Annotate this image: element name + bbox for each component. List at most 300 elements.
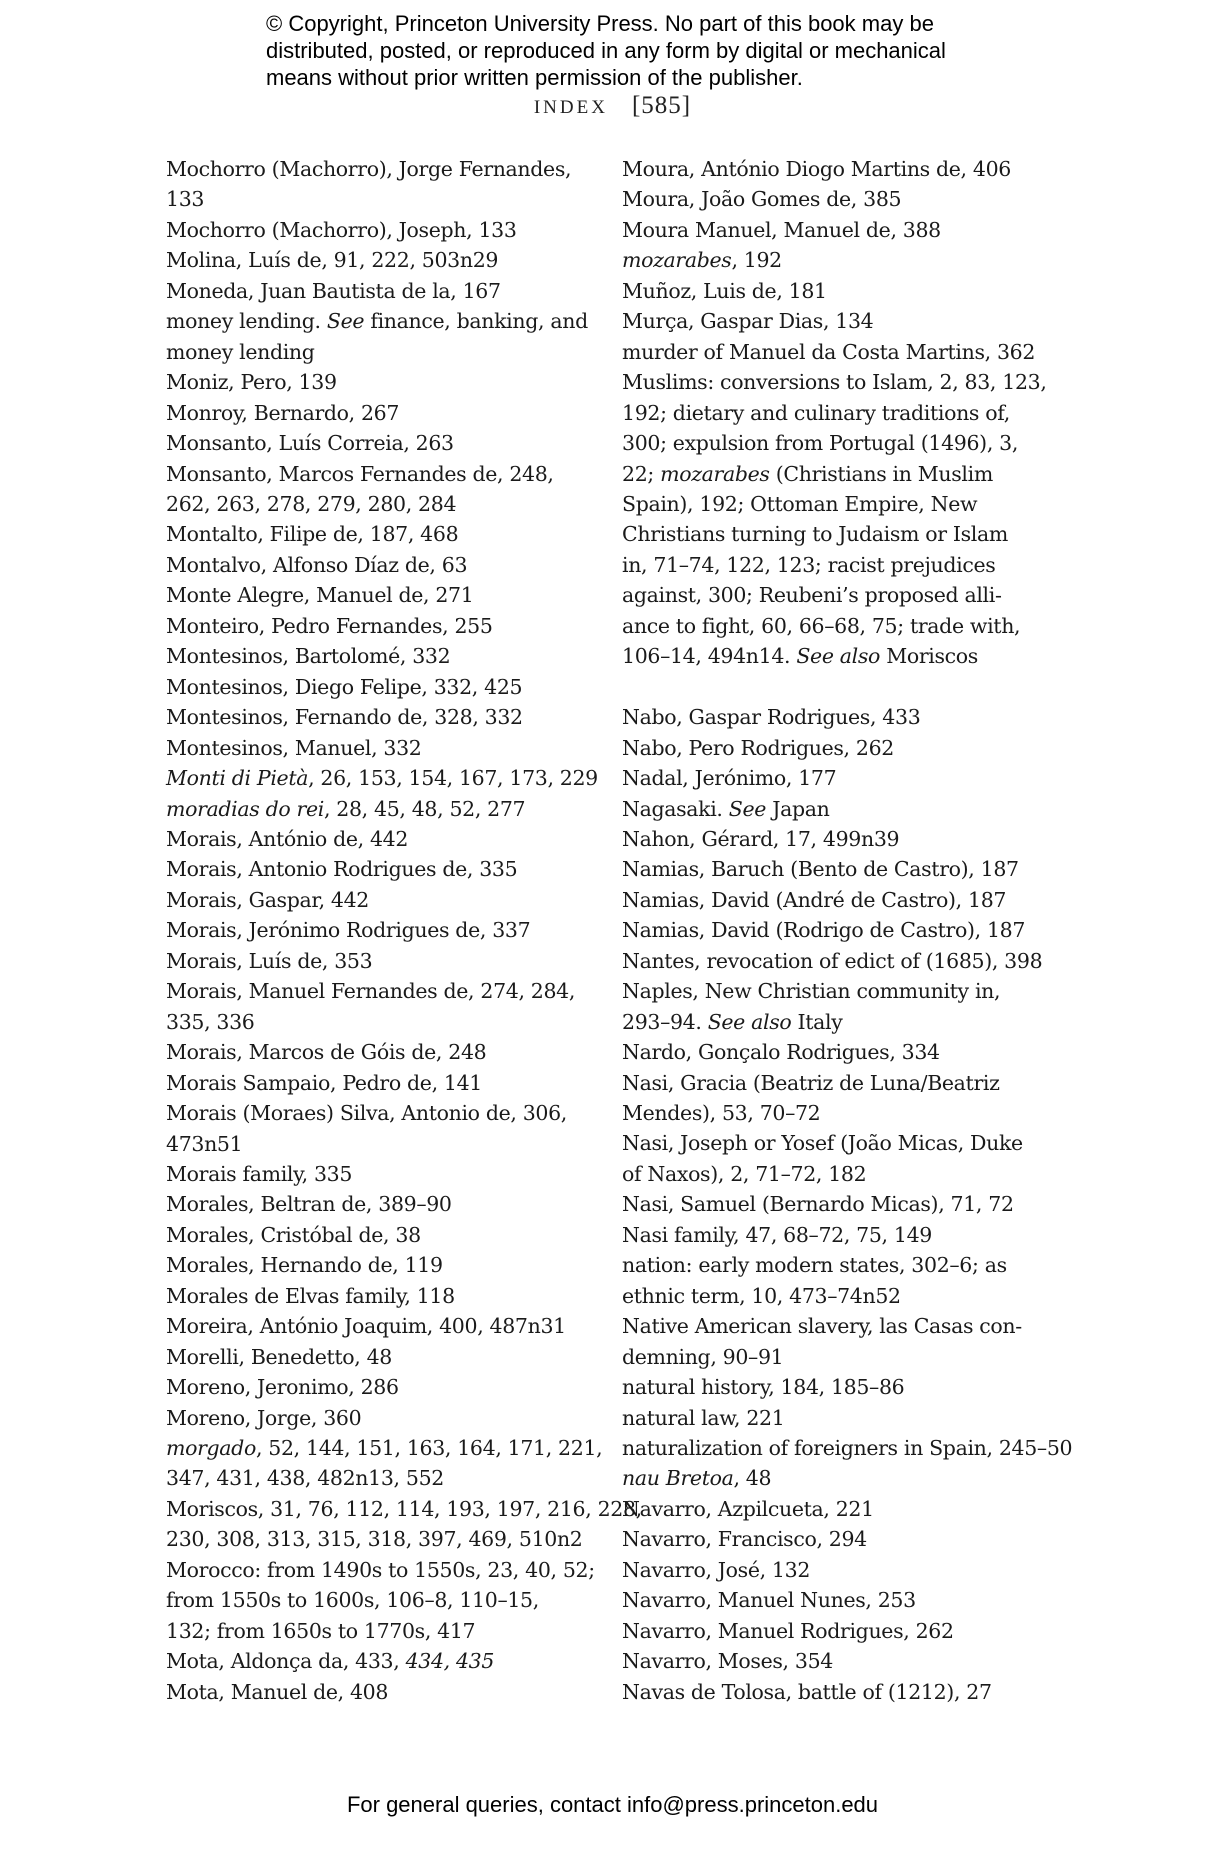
index-entry — [622, 1037, 1062, 1067]
index-entry-line — [622, 1588, 916, 1612]
entry-text: Mochorro (Machorro), Joseph, 133 — [166, 217, 517, 242]
section-title: INDEX — [533, 97, 608, 118]
entry-text: murder of Manuel da Costa Martins, 362 — [622, 339, 1036, 364]
entry-text: 300; expulsion from Portugal (1496), 3, — [622, 431, 1019, 456]
index-entry — [166, 459, 586, 520]
entry-text: Nasi family, 47, 68–72, 75, 149 — [622, 1222, 932, 1247]
entry-text: Navarro, Moses, 354 — [622, 1649, 833, 1674]
index-entry-line — [166, 1223, 421, 1247]
entry-text: Molina, Luís de, 91, 222, 503n29 — [166, 248, 499, 273]
entry-text: money lending — [166, 339, 315, 364]
index-entry-line — [622, 1314, 1022, 1338]
index-entry-line — [622, 1436, 1072, 1460]
index-entry — [622, 733, 1062, 763]
index-entry — [622, 946, 1062, 976]
index-entry-line — [166, 1284, 455, 1308]
index-entry — [166, 398, 586, 428]
index-entry-line — [622, 489, 1062, 519]
italic-text: nau Bretoa — [622, 1466, 734, 1491]
index-entry — [622, 1555, 1062, 1585]
index-entry-line — [622, 1071, 1000, 1095]
entry-text: against, 300; Reubeni’s proposed alli- — [622, 583, 1002, 608]
entry-text: ance to fight, 60, 66–68, 75; trade with, — [622, 613, 1021, 638]
index-entry — [166, 276, 586, 306]
index-entry — [166, 733, 586, 763]
entry-text: 22; — [622, 461, 661, 486]
entry-text: , 52, 144, 151, 163, 164, 171, 221, — [255, 1436, 603, 1461]
index-entry — [622, 1068, 1062, 1129]
index-entry — [622, 1524, 1062, 1554]
index-entry-line — [166, 1314, 566, 1338]
entry-text: Nagasaki. — [622, 796, 729, 821]
entry-text: Moura, João Gomes de, 385 — [622, 187, 902, 212]
index-entry-line — [166, 705, 523, 729]
index-entry — [622, 1250, 1062, 1311]
index-entry — [166, 1037, 586, 1067]
entry-text: Spain), 192; Ottoman Empire, New — [622, 491, 978, 516]
index-entry — [166, 672, 586, 702]
index-entry-line — [166, 1345, 392, 1369]
index-entry-line — [166, 462, 554, 486]
index-entry-line — [166, 736, 422, 760]
index-entry-line — [166, 918, 530, 942]
index-entry-line — [166, 766, 598, 790]
index-entry-line — [622, 1223, 932, 1247]
entry-text: , 26, 153, 154, 167, 173, 229 — [308, 766, 598, 791]
index-entry — [166, 794, 586, 824]
index-entry — [166, 641, 586, 671]
index-entry-line — [622, 1192, 1014, 1216]
index-entry — [166, 580, 586, 610]
page-number: [585] — [631, 92, 692, 119]
index-entry — [166, 854, 586, 884]
index-entry-line — [622, 187, 901, 211]
index-entry — [622, 824, 1062, 854]
index-column-right — [622, 154, 1073, 1707]
entry-text: Moura, António Diogo Martins de, 406 — [622, 157, 1011, 181]
index-entry-line — [166, 1497, 642, 1521]
entry-text: Morais, Antonio Rodrigues de, 335 — [166, 857, 518, 882]
index-entry — [166, 1159, 586, 1189]
index-entry — [166, 976, 586, 1037]
index-entry-line — [622, 1040, 940, 1064]
index-entry — [166, 1433, 603, 1494]
index-entry-line — [622, 611, 1062, 641]
copyright-notice — [266, 10, 1026, 91]
index-entry — [166, 611, 586, 641]
index-entry — [166, 1372, 586, 1402]
index-entry — [166, 306, 586, 367]
index-entry-line — [166, 1007, 586, 1037]
entry-text: 192; dietary and culinary traditions of, — [622, 400, 1010, 425]
italic-text: See — [326, 309, 365, 334]
index-entry-line — [166, 888, 369, 912]
index-entry — [622, 915, 1062, 945]
index-entry — [166, 1646, 586, 1676]
index-entry-line — [166, 675, 522, 699]
entry-text: Mendes), 53, 70–72 — [622, 1101, 821, 1126]
index-entry — [622, 154, 1062, 184]
index-entry-line — [166, 614, 493, 638]
entry-text: Namias, David (Rodrigo de Castro), 187 — [622, 918, 1026, 943]
index-entry-line — [166, 644, 450, 668]
index-column-left — [166, 154, 642, 1707]
entry-text: Morelli, Benedetto, 48 — [166, 1344, 392, 1369]
index-entry — [622, 976, 1062, 1037]
index-entry-line — [166, 1524, 586, 1554]
index-entry-line — [166, 1192, 452, 1216]
index-entry-line — [622, 1131, 1023, 1155]
index-entry — [622, 306, 1062, 336]
index-entry-line — [166, 979, 575, 1003]
entry-text: natural history, 184, 185–86 — [622, 1375, 905, 1400]
entry-text: 262, 263, 278, 279, 280, 284 — [166, 491, 457, 516]
entry-text: of Naxos), 2, 71–72, 182 — [622, 1161, 867, 1186]
entry-text: Mota, Aldonça da, 433, — [166, 1649, 406, 1674]
entry-text: Muñoz, Luis de, 181 — [622, 278, 827, 303]
index-entry — [166, 946, 586, 976]
index-entry — [622, 885, 1062, 915]
index-entry-line — [622, 1680, 992, 1704]
index-entry — [166, 245, 586, 275]
entry-text: Montesinos, Bartolomé, 332 — [166, 644, 451, 669]
entry-text: Nadal, Jerónimo, 177 — [622, 766, 837, 791]
entry-text: 230, 308, 313, 315, 318, 397, 469, 510n2 — [166, 1527, 583, 1552]
index-entry — [622, 184, 1062, 214]
entry-text: Muslims: conversions to Islam, 2, 83, 123, — [622, 370, 1047, 395]
index-entry-line — [166, 949, 372, 973]
index-entry — [166, 915, 586, 945]
index-entry-line — [166, 857, 517, 881]
entry-text: Moriscos, 31, 76, 112, 114, 193, 197, 216, 228, — [166, 1496, 642, 1521]
copyright-line: © Copyright, Princeton University Press. No part of this book may be — [266, 11, 934, 36]
index-entry — [166, 1311, 586, 1341]
entry-text: Murça, Gaspar Dias, 134 — [622, 309, 874, 334]
index-entry-line — [166, 1162, 352, 1186]
entry-text: Naples, New Christian community in, — [622, 979, 1001, 1004]
italic-text: See also — [707, 1009, 792, 1034]
entry-text: Mota, Manuel de, 408 — [166, 1679, 389, 1704]
entry-text: 335, 336 — [166, 1009, 255, 1034]
index-entry-line — [622, 736, 894, 760]
index-entry-line — [166, 1406, 361, 1430]
entry-text: Mochorro (Machorro), Jorge Fernandes, — [166, 157, 572, 181]
index-entry-line — [622, 1558, 810, 1582]
index-entry — [166, 702, 586, 732]
index-entry — [622, 1646, 1062, 1676]
index-entry — [166, 428, 586, 458]
entry-text: 473n51 — [166, 1131, 243, 1156]
index-entry — [166, 367, 586, 397]
entry-text: Nardo, Gonçalo Rodrigues, 334 — [622, 1040, 940, 1065]
index-entry-line — [166, 1558, 595, 1582]
index-entry-line — [166, 279, 501, 303]
index-entry — [622, 1220, 1062, 1250]
index-entry — [166, 1220, 586, 1250]
entry-text: Monteiro, Pedro Fernandes, 255 — [166, 613, 493, 638]
entry-text: Nabo, Pero Rodrigues, 262 — [622, 735, 894, 760]
index-entry — [166, 1677, 586, 1707]
entry-text: Navas de Tolosa, battle of (1212), 27 — [622, 1679, 992, 1704]
index-entry-line — [622, 1406, 784, 1430]
italic-text: moradias do rei — [166, 796, 324, 821]
entry-text: Moniz, Pero, 139 — [166, 370, 337, 395]
entry-text: 347, 431, 438, 482n13, 552 — [166, 1466, 444, 1491]
index-entry-line — [622, 157, 1011, 181]
index-entry — [166, 824, 586, 854]
index-entry — [622, 1128, 1062, 1189]
copyright-line: means without prior written permission of the publisher. — [266, 65, 803, 90]
index-entry — [622, 1372, 1062, 1402]
index-entry-line — [622, 705, 920, 729]
entry-text: Morais family, 335 — [166, 1161, 353, 1186]
index-entry-line — [622, 979, 1000, 1003]
entry-text: Montalto, Filipe de, 187, 468 — [166, 522, 459, 547]
entry-text: Monroy, Bernardo, 267 — [166, 400, 400, 425]
italic-text: 434, 435 — [405, 1649, 495, 1674]
entry-text: ethnic term, 10, 473–74n52 — [622, 1283, 901, 1308]
index-entry-line — [622, 1375, 904, 1399]
index-entry-line — [622, 1466, 771, 1490]
index-entry — [166, 1342, 586, 1372]
italic-text: mozarabes — [660, 461, 770, 486]
index-entry-line — [622, 519, 1062, 549]
entry-text: Morais, Manuel Fernandes de, 274, 284, — [166, 979, 576, 1004]
index-entry-line — [166, 248, 498, 272]
entry-text: Moreno, Jorge, 360 — [166, 1405, 362, 1430]
index-entry-line — [622, 1497, 874, 1521]
index-entry — [166, 154, 586, 215]
index-entry-line — [166, 218, 517, 242]
index-entry — [622, 245, 1062, 275]
entry-text: Nabo, Gaspar Rodrigues, 433 — [622, 705, 921, 730]
entry-text: Morales de Elvas family, 118 — [166, 1283, 455, 1308]
index-entry — [166, 1068, 586, 1098]
entry-text: Moreno, Jeronimo, 286 — [166, 1375, 399, 1400]
index-entry-line — [166, 797, 525, 821]
entry-text: Moneda, Juan Bautista de la, 167 — [166, 278, 501, 303]
index-entry-line — [166, 309, 588, 333]
index-entry-line — [166, 1585, 586, 1615]
index-entry — [622, 1433, 1073, 1463]
entry-text: Montesinos, Fernando de, 328, 332 — [166, 705, 523, 730]
entry-text: Morais (Moraes) Silva, Antonio de, 306, — [166, 1101, 567, 1126]
index-entry — [166, 763, 598, 793]
index-entry-line — [622, 1527, 867, 1551]
index-entry-line — [622, 1253, 1007, 1277]
index-entry-line — [622, 1159, 1062, 1189]
index-entry-line — [622, 218, 941, 242]
index-entry — [166, 519, 586, 549]
index-entry — [622, 1585, 1062, 1615]
index-entry-line — [622, 279, 827, 303]
index-entry-line — [622, 309, 873, 333]
entry-text: Navarro, Azpilcueta, 221 — [622, 1496, 874, 1521]
entry-text: Navarro, Manuel Nunes, 253 — [622, 1588, 916, 1613]
index-entry-line — [166, 1253, 443, 1277]
index-entry — [622, 337, 1062, 367]
entry-text: Nasi, Joseph or Yosef (João Micas, Duke — [622, 1131, 1023, 1156]
index-entry-line — [166, 1129, 586, 1159]
index-entry — [622, 215, 1062, 245]
copyright-line: distributed, posted, or reproduced in any form by digital or mechanical — [266, 38, 946, 63]
index-entry-line — [622, 949, 1042, 973]
index-entry-line — [622, 398, 1062, 428]
entry-text: Morais, Jerónimo Rodrigues de, 337 — [166, 918, 531, 943]
index-entry-line — [622, 580, 1062, 610]
index-entry-line — [166, 1649, 494, 1673]
index-entry-line — [166, 553, 467, 577]
index-entry-line — [166, 1436, 602, 1460]
index-entry — [166, 1189, 586, 1219]
entry-text: Navarro, Francisco, 294 — [622, 1527, 867, 1552]
index-entry — [166, 1555, 595, 1646]
index-entry — [622, 854, 1062, 884]
entry-text: Christians turning to Judaism or Islam — [622, 522, 1008, 547]
index-entry — [622, 1616, 1062, 1646]
italic-text: See also — [796, 644, 881, 669]
running-head — [0, 92, 1225, 120]
entry-text: , 28, 45, 48, 52, 277 — [323, 796, 526, 821]
entry-text: , 192 — [731, 248, 782, 273]
index-entry-line — [166, 401, 399, 425]
footer-contact: For general queries, contact info@press.princeton.edu — [346, 1792, 879, 1817]
entry-text: Nantes, revocation of edict of (1685), 398 — [622, 948, 1043, 973]
index-entry-line — [166, 1071, 482, 1095]
italic-text: morgado — [166, 1436, 256, 1461]
index-entry-line — [622, 340, 1035, 364]
index-entry-line — [622, 248, 782, 272]
index-entry-line — [622, 428, 1062, 458]
index-entry-line — [166, 337, 586, 367]
entry-text: Morais, Marcos de Góis de, 248 — [166, 1040, 487, 1065]
index-entry-line — [166, 1375, 399, 1399]
entry-text: in, 71–74, 122, 123; racist prejudices — [622, 552, 996, 577]
index-entry-line — [622, 1649, 833, 1673]
entry-text: Morocco: from 1490s to 1550s, 23, 40, 52; — [166, 1557, 595, 1582]
entry-text: 133 — [166, 187, 205, 212]
entry-text: Monsanto, Marcos Fernandes de, 248, — [166, 461, 554, 486]
entry-text: Montesinos, Manuel, 332 — [166, 735, 422, 760]
entry-text: 132; from 1650s to 1770s, 417 — [166, 1618, 476, 1643]
index-entry — [622, 276, 1062, 306]
index-entry — [622, 702, 1062, 732]
index-entry — [622, 1677, 1062, 1707]
index-entry-line — [622, 766, 836, 790]
index-entry-line — [622, 918, 1025, 942]
entry-text: Moura Manuel, Manuel de, 388 — [622, 217, 941, 242]
entry-text: Montesinos, Diego Felipe, 332, 425 — [166, 674, 523, 699]
index-entry-line — [622, 459, 1062, 489]
index-entry — [622, 1494, 1062, 1524]
index-entry-line — [622, 1281, 1062, 1311]
letter-section-gap — [622, 672, 1062, 702]
index-entry-line — [622, 827, 899, 851]
entry-text: demning, 90–91 — [622, 1344, 784, 1369]
index-entry — [166, 550, 586, 580]
entry-text: 293–94. — [622, 1009, 708, 1034]
index-entry — [622, 794, 1062, 824]
entry-text: Morais, Luís de, 353 — [166, 948, 373, 973]
index-entry — [622, 367, 1062, 672]
entry-text: Nasi, Gracia (Beatriz de Luna/Beatriz — [622, 1070, 1000, 1095]
index-entry-line — [166, 1040, 486, 1064]
index-entry — [166, 1403, 586, 1433]
entry-text: Namias, Baruch (Bento de Castro), 187 — [622, 857, 1019, 882]
entry-text: 106–14, 494n14. — [622, 644, 797, 669]
entry-text: (Christians in Muslim — [769, 461, 993, 486]
index-entry-line — [166, 583, 473, 607]
index-entry-line — [166, 1680, 388, 1704]
entry-text: Morales, Cristóbal de, 38 — [166, 1222, 421, 1247]
index-entry-line — [166, 489, 586, 519]
index-entry-line — [166, 522, 458, 546]
index-entry-line — [166, 157, 571, 181]
index-entry-line — [166, 1616, 586, 1646]
entry-text: Morales, Hernando de, 119 — [166, 1253, 443, 1278]
entry-text: Moreira, António Joaquim, 400, 487n31 — [166, 1314, 566, 1339]
italic-text: mozarabes — [622, 248, 732, 273]
entry-text: Monte Alegre, Manuel de, 271 — [166, 583, 474, 608]
entry-text: nation: early modern states, 302–6; as — [622, 1253, 1007, 1278]
index-entry — [166, 885, 586, 915]
entry-text: from 1550s to 1600s, 106–8, 110–15, — [166, 1588, 539, 1613]
index-entry — [622, 1463, 1062, 1493]
entry-text: naturalization of foreigners in Spain, 245–50 — [622, 1436, 1073, 1461]
entry-text: Native American slavery, las Casas con- — [622, 1314, 1022, 1339]
entry-text: Monsanto, Luís Correia, 263 — [166, 431, 454, 456]
index-entry-line — [622, 550, 1062, 580]
index-entry-line — [166, 1101, 567, 1125]
entry-text: Morais, António de, 442 — [166, 826, 409, 851]
index-entry-line — [166, 1463, 586, 1493]
entry-text: Morais, Gaspar, 442 — [166, 887, 369, 912]
index-entry-line — [622, 1619, 954, 1643]
entry-text: Japan — [766, 796, 830, 821]
entry-text: Italy — [791, 1009, 843, 1034]
index-entry — [166, 1098, 586, 1159]
index-entry-line — [622, 1342, 1062, 1372]
index-entry — [622, 1403, 1062, 1433]
index-entry — [166, 1281, 586, 1311]
index-entry — [622, 763, 1062, 793]
index-entry-line — [166, 827, 408, 851]
index-entry-line — [166, 184, 586, 214]
entry-text: Montalvo, Alfonso Díaz de, 63 — [166, 552, 468, 577]
entry-text: finance, banking, and — [364, 309, 588, 334]
entry-text: Morais Sampaio, Pedro de, 141 — [166, 1070, 482, 1095]
entry-text: Navarro, José, 132 — [622, 1557, 811, 1582]
entry-text: money lending. — [166, 309, 327, 334]
entry-text: Moriscos — [880, 644, 978, 669]
italic-text: See — [728, 796, 767, 821]
index-entry-line — [622, 1007, 1062, 1037]
index-entry-line — [622, 1098, 1062, 1128]
index-entry — [622, 1311, 1062, 1372]
index-entry-line — [622, 797, 829, 821]
entry-text: Navarro, Manuel Rodrigues, 262 — [622, 1618, 954, 1643]
entry-text: natural law, 221 — [622, 1405, 785, 1430]
index-entry — [166, 1250, 586, 1280]
index-entry-line — [622, 857, 1019, 881]
index-entry — [622, 1189, 1062, 1219]
entry-text: , 48 — [733, 1466, 772, 1491]
entry-text: Nasi, Samuel (Bernardo Micas), 71, 72 — [622, 1192, 1014, 1217]
entry-text: Namias, David (André de Castro), 187 — [622, 887, 1007, 912]
index-entry — [166, 215, 586, 245]
index-entry-line — [166, 431, 454, 455]
index-entry — [166, 1494, 642, 1555]
